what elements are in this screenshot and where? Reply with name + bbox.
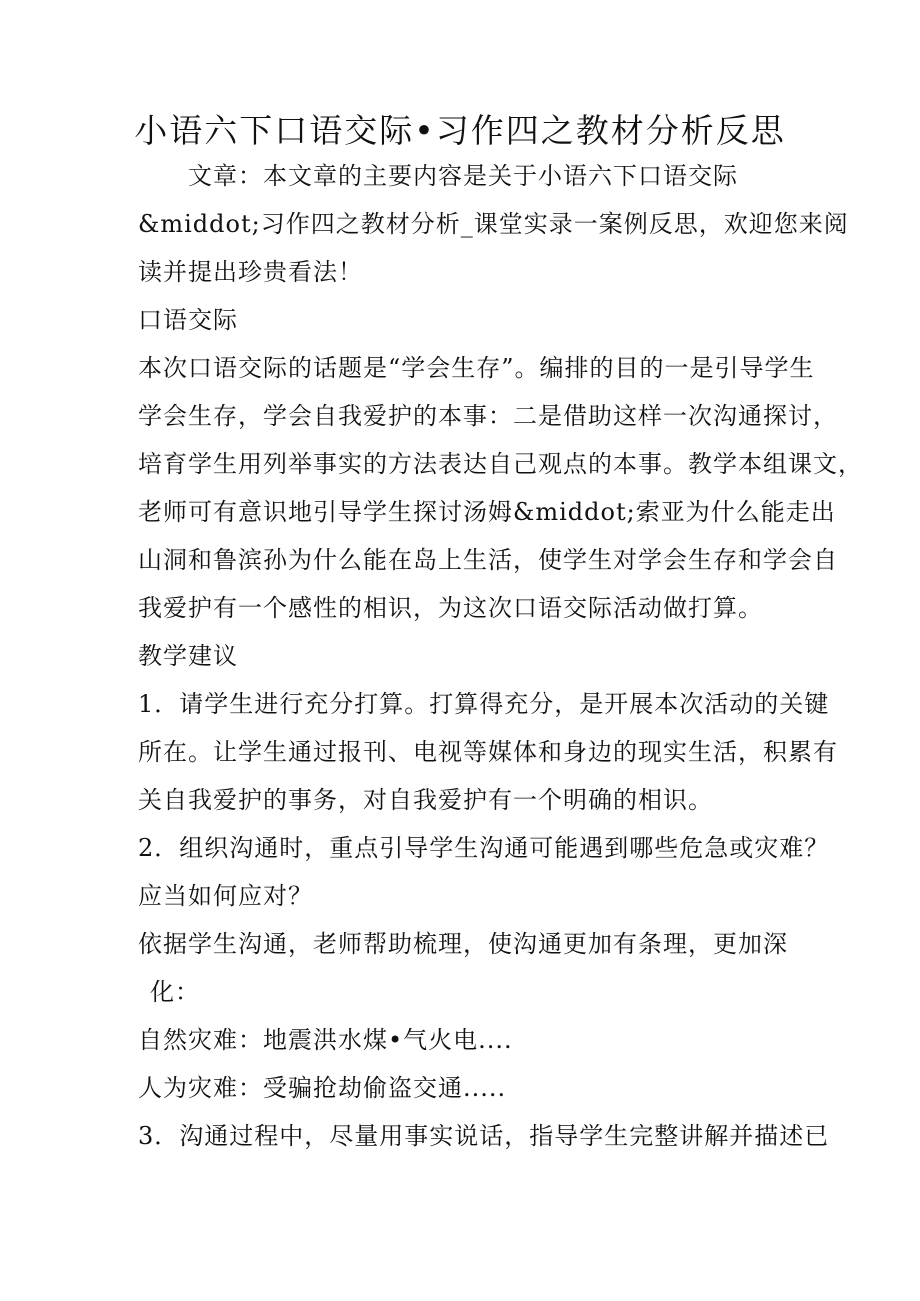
list-item-3-line: 3．沟通过程中，尽量用事实说话，指导学生完整讲解并描述已 xyxy=(138,1122,830,1150)
human-disasters-line: 人为灾难：受骗抢劫偷盗交通..... xyxy=(138,1074,507,1102)
intro-line-2: &middot;习作四之教材分析_课堂实录一案例反思，欢迎您来阅 xyxy=(138,210,849,238)
intro-line-1: 文章：本文章的主要内容是关于小语六下口语交际 xyxy=(188,162,738,190)
intro-line-3: 读并提出珍贵看法！ xyxy=(138,258,363,286)
list-item-1-line: 1．请学生进行充分打算。打算得充分，是开展本次活动的关键 xyxy=(138,690,830,718)
list-item-2-line: 2．组织沟通时，重点引导学生沟通可能遇到哪些危急或灾难？ xyxy=(138,834,830,862)
list-item-2-line: 应当如何应对？ xyxy=(138,882,313,910)
section-heading-oral: 口语交际 xyxy=(138,306,238,334)
paragraph-line: 我爱护有一个感性的相识，为这次口语交际活动做打算。 xyxy=(138,594,763,622)
list-item-1-line: 关自我爱护的事务，对自我爱护有一个明确的相识。 xyxy=(138,786,713,814)
paragraph-line: 学会生存，学会自我爱护的本事：二是借助这样一次沟通探讨， xyxy=(138,402,838,430)
paragraph-line: 依据学生沟通，老师帮助梳理，使沟通更加有条理，更加深 xyxy=(138,930,788,958)
section-heading-suggestions: 教学建议 xyxy=(138,642,238,670)
paragraph-line: 老师可有意识地引导学生探讨汤姆&middot;索亚为什么能走出 xyxy=(138,498,836,526)
list-item-1-line: 所在。让学生通过报刊、电视等媒体和身边的现实生活，积累有 xyxy=(138,738,838,766)
paragraph-line: 化： xyxy=(150,978,200,1006)
natural-disasters-line: 自然灾难：地震洪水煤•气火电.... xyxy=(138,1026,513,1054)
paragraph-line: 本次口语交际的话题是“学会生存”。编排的目的一是引导学生 xyxy=(138,354,815,382)
paragraph-line: 培育学生用列举事实的方法表达自己观点的本事。教学本组课文， xyxy=(138,450,863,478)
document-title: 小语六下口语交际•习作四之教材分析反思 xyxy=(134,111,786,150)
paragraph-line: 山洞和鲁滨孙为什么能在岛上生活，使学生对学会生存和学会自 xyxy=(138,546,838,574)
